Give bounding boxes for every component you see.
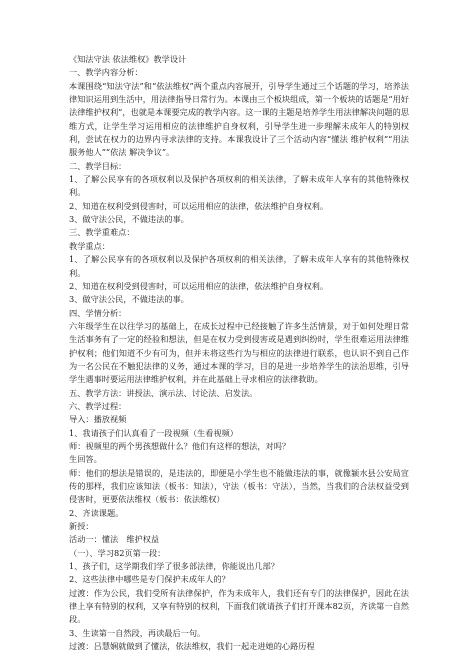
list-item: 3、做守法公民，不做违法的事。 (69, 294, 189, 305)
sub-heading: 导入：播放视频 (69, 414, 127, 425)
list-item: 1、孩子们，这学期我们学了很多部法律，你能说出几部？ (69, 561, 279, 572)
sub-heading: （一）、学习82页第一段： (69, 547, 166, 558)
section-heading: 六、教学过程： (69, 400, 127, 411)
section-heading: 三、教学重难点： (69, 227, 135, 238)
section-heading: 四、学情分析： (69, 307, 127, 318)
list-item: 1、了解公民享有的各项权利以及保护各项权利的相关法律，了解未成年人享有的其他特殊权利。 (69, 254, 409, 278)
section-heading: 一、教学内容分析： (69, 67, 143, 78)
list-item: 3、做守法公民，不做违法的事。 (69, 214, 189, 225)
section-heading: 五、教学方法：讲授法、演示法、讨论法、启发法。 (69, 387, 258, 398)
list-item: 2、知道在权利受到侵害时，可以运用相应的法律，依法维护自身权利。 (69, 280, 329, 291)
list-item: 2、齐读课题。 (69, 507, 124, 518)
paragraph: 本课围绕“知法守法”和“依法维权”两个重点内容展开，引导学生通过三个话题的学习，培养法律知识运用到生活中，用法律指导日常行为。本课由三个板块组成，第一个板块的话题是“用好法律维护权利”，也就是本课要完成的教学内容。这一课的主题是培养学生用法律解决问题的思维方式，让学生学习运用相应的法律维护自身权利，引导学生进一步理解未成年人的特别权利，尝试在权力的边界内寻求法律的支持。本课我设计了三个活动内容“懂法 维护权利”“用法 服务他人”“依法 解决争议”。 (69, 80, 409, 158)
sub-heading: 活动一：懂法 维护权益 (69, 534, 160, 545)
list-item: 2、这些法律中哪些是专门保护未成年人的？ (69, 574, 230, 585)
list-item: 1、了解公民享有的各项权利以及保护各项权利的相关法律，了解未成年人享有的其他特殊权利。 (69, 174, 409, 198)
paragraph: 师：他们的想法是错误的，是违法的，即便是小学生也不能做违法的事，就像颍水县公安局宣传的那样，我们应该知法（板书：知法），守法（板书：守法），当然，当我们的合法权益受到侵害时，更要依法维权（板书：依法维权） (69, 467, 409, 505)
paragraph: 师：视频里的两个男孩想做什么？他们有这样的想法，对吗？ (69, 440, 291, 451)
paragraph: 过渡：作为公民，我们受所有法律保护，作为未成年人，我们还有专门的法律保护，因此在法律上享有特别的权利，又享有特别的权利，下面我们就请孩子们打开课本82页，齐读第一自然段。 (69, 587, 409, 625)
list-item: 3、生读第一自然段，再读最后一句。 (69, 627, 206, 638)
document-title: 《知法守法 依法维权》教学设计 (69, 54, 187, 64)
list-item: 1、我请孩子们认真看了一段视频（生看视频） (69, 427, 238, 438)
paragraph: 生回答。 (69, 454, 102, 465)
paragraph: 过渡：吕慧娴就做到了懂法，依法维权，我们一起走进她的心路历程 (69, 641, 315, 652)
list-item: 2、知道在权利受到侵害时，可以运用相应的法律，依法维护自身权利。 (69, 200, 329, 211)
paragraph: 六年级学生在以往学习的基础上，在成长过程中已经接触了许多生活情景，对于如何处理日常生活事务有了一定的经验和想法，但是在权力受到侵害或是遇到纠纷时，学生很难运用法律维护权利；他们知道不少有可为，但并未将这些行为与相应的法律进行联系，也认识不到自己作为一名公民在不触犯法律的义务，通过本课的学习，目的是进一步培养学生的法治思维，引导学生遇事时要运用法律维护权利，并在此基础上寻求相应的法律救助。 (69, 320, 409, 385)
sub-heading: 教学重点： (69, 240, 110, 251)
document-page (69, 53, 409, 653)
section-heading: 二、教学目标： (69, 160, 127, 171)
sub-heading: 新授： (69, 521, 94, 532)
